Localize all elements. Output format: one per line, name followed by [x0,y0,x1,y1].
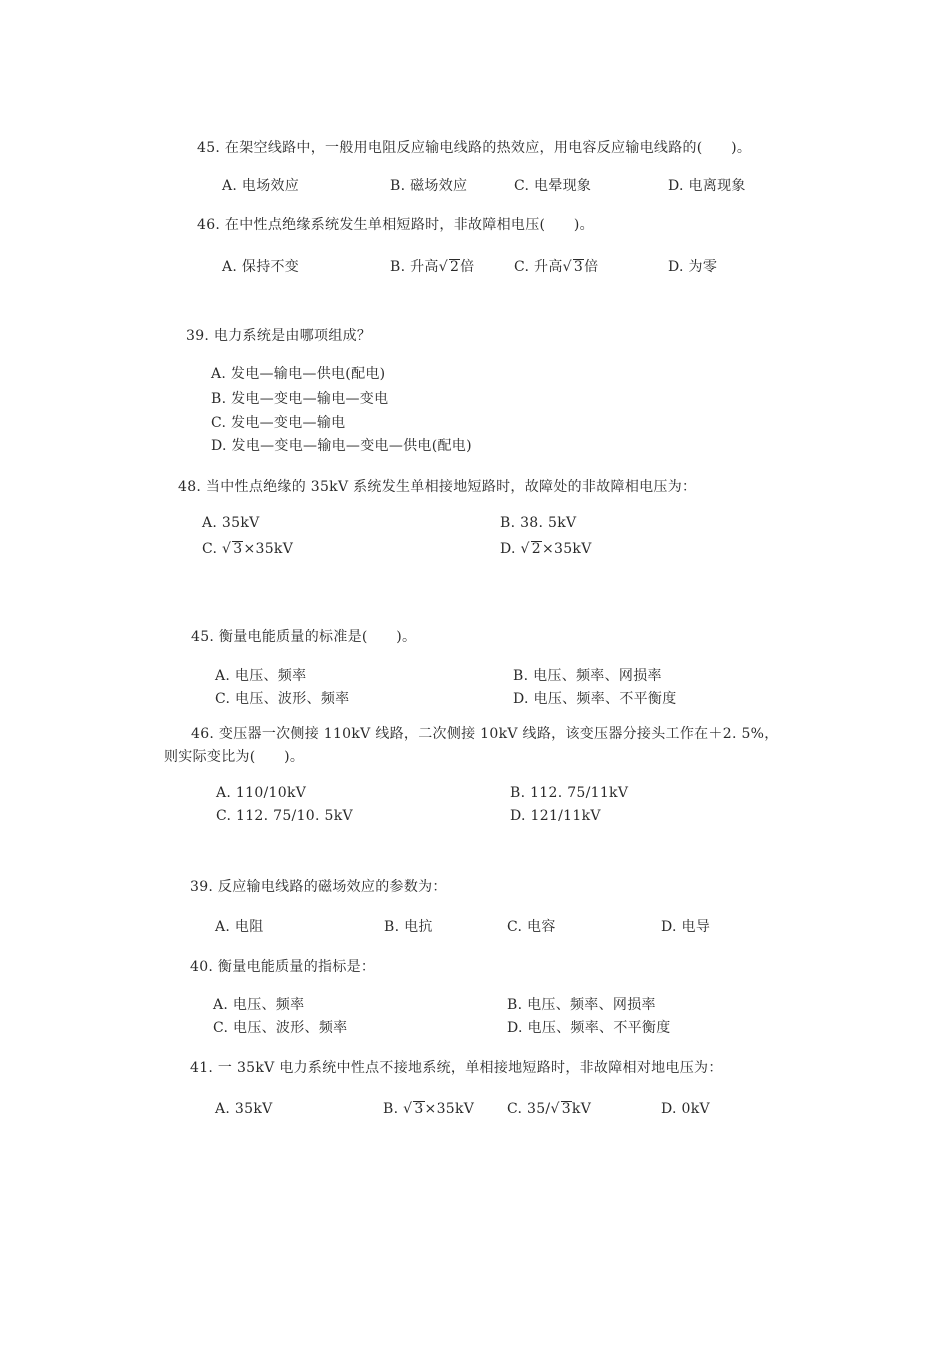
option-a: A. 电压、频率 [215,668,307,684]
option-b [383,1101,474,1117]
sqrt-symbol: √ [438,259,448,275]
option-d: D. 发电—变电—输电—变电—供电(配电) [211,438,472,454]
option-c-suffix: ×35kV [243,541,294,557]
option-b: B. 38. 5kV [500,515,577,531]
option-d: D. 电离现象 [668,178,746,194]
option-a: A. 电压、频率 [213,997,305,1013]
option-b: B. 磁场效应 [390,178,468,194]
sqrt-radicand: 3 [573,259,584,275]
question-45-overhead-line: 45. 在架空线路中，一般用电阻反应输电线路的热效应，用电容反应输电线路的( )。 [197,140,752,156]
sqrt-radicand: 3 [414,1101,424,1117]
question-48-35kv-fault: 48. 当中性点绝缘的 35kV 系统发生单相接地短路时，故障处的非故障相电压为： [178,479,697,495]
sqrt-radicand: 2 [449,259,460,275]
option-b-suffix: 倍 [460,259,475,275]
option-c [202,541,293,557]
option-c [507,1101,591,1117]
option-b: B. 电压、频率、网损率 [507,997,656,1013]
option-b-prefix: B. [383,1101,404,1117]
option-d: D. 电导 [661,919,711,935]
option-d: D. 电压、频率、不平衡度 [513,691,677,707]
question-40-power-quality-index: 40. 衡量电能质量的指标是： [190,959,376,975]
option-a: A. 电阻 [215,919,264,935]
question-46-transformer-ratio: 46. 变压器一次侧接 110kV 线路，二次侧接 10kV 线路，该变压器分接头工作在＋2. 5%， [191,726,779,742]
option-c: C. 发电—变电—输电 [211,415,346,431]
sqrt-symbol: √ [222,541,232,557]
question-46-neutral-insulated: 46. 在中性点绝缘系统发生单相短路时，非故障相电压( )。 [197,217,594,233]
option-a: A. 发电—输电—供电(配电) [211,366,386,382]
question-39-magnetic-parameter: 39. 反应输电线路的磁场效应的参数为： [190,879,447,895]
option-c-prefix: C. 升高 [514,259,563,275]
question-46-transformer-ratio-cont: 则实际变比为( )。 [164,749,305,765]
option-a: A. 35kV [202,515,260,531]
question-45-power-quality-standard: 45. 衡量电能质量的标准是( )。 [191,629,417,645]
option-d: D. 电压、频率、不平衡度 [507,1020,671,1036]
option-c-suffix: kV [571,1101,592,1117]
option-b: B. 发电—变电—输电—变电 [211,391,389,407]
option-c: C. 电晕现象 [514,178,592,194]
option-b: B. 电压、频率、网损率 [513,668,662,684]
option-c: C. 电压、波形、频率 [215,691,350,707]
sqrt-radicand: 3 [233,541,243,557]
option-c: C. 电容 [507,919,556,935]
sqrt-radicand: 3 [561,1101,571,1117]
option-b [390,256,474,276]
option-c-suffix: 倍 [584,259,599,275]
option-b: B. 电抗 [384,919,433,935]
question-39-power-system: 39. 电力系统是由哪项组成？ [186,328,372,344]
sqrt-symbol: √ [562,259,572,275]
option-a: A. 110/10kV [216,785,307,801]
option-d: D. 0kV [661,1101,710,1117]
option-d: D. 121/11kV [510,808,601,824]
option-c: C. 112. 75/10. 5kV [216,808,353,824]
option-d [500,541,592,557]
sqrt-symbol: √ [550,1101,560,1117]
option-c [514,256,598,276]
option-a: A. 保持不变 [222,259,300,275]
question-41-ungrounded-system: 41. 一 35kV 电力系统中性点不接地系统，单相接地短路时，非故障相对地电压为： [190,1060,723,1076]
option-b-suffix: ×35kV [424,1101,475,1117]
option-c-prefix: C. [202,541,223,557]
option-b: B. 112. 75/11kV [510,785,629,801]
option-a: A. 电场效应 [222,178,300,194]
option-b-prefix: B. 升高 [390,259,439,275]
sqrt-symbol: √ [403,1101,413,1117]
option-c: C. 电压、波形、频率 [213,1020,348,1036]
sqrt-symbol: √ [520,541,530,557]
sqrt-radicand: 2 [531,541,541,557]
option-d: D. 为零 [668,259,718,275]
option-a: A. 35kV [215,1101,273,1117]
option-d-prefix: D. [500,541,521,557]
option-d-suffix: ×35kV [541,541,592,557]
option-c-prefix: C. 35/ [507,1101,551,1117]
